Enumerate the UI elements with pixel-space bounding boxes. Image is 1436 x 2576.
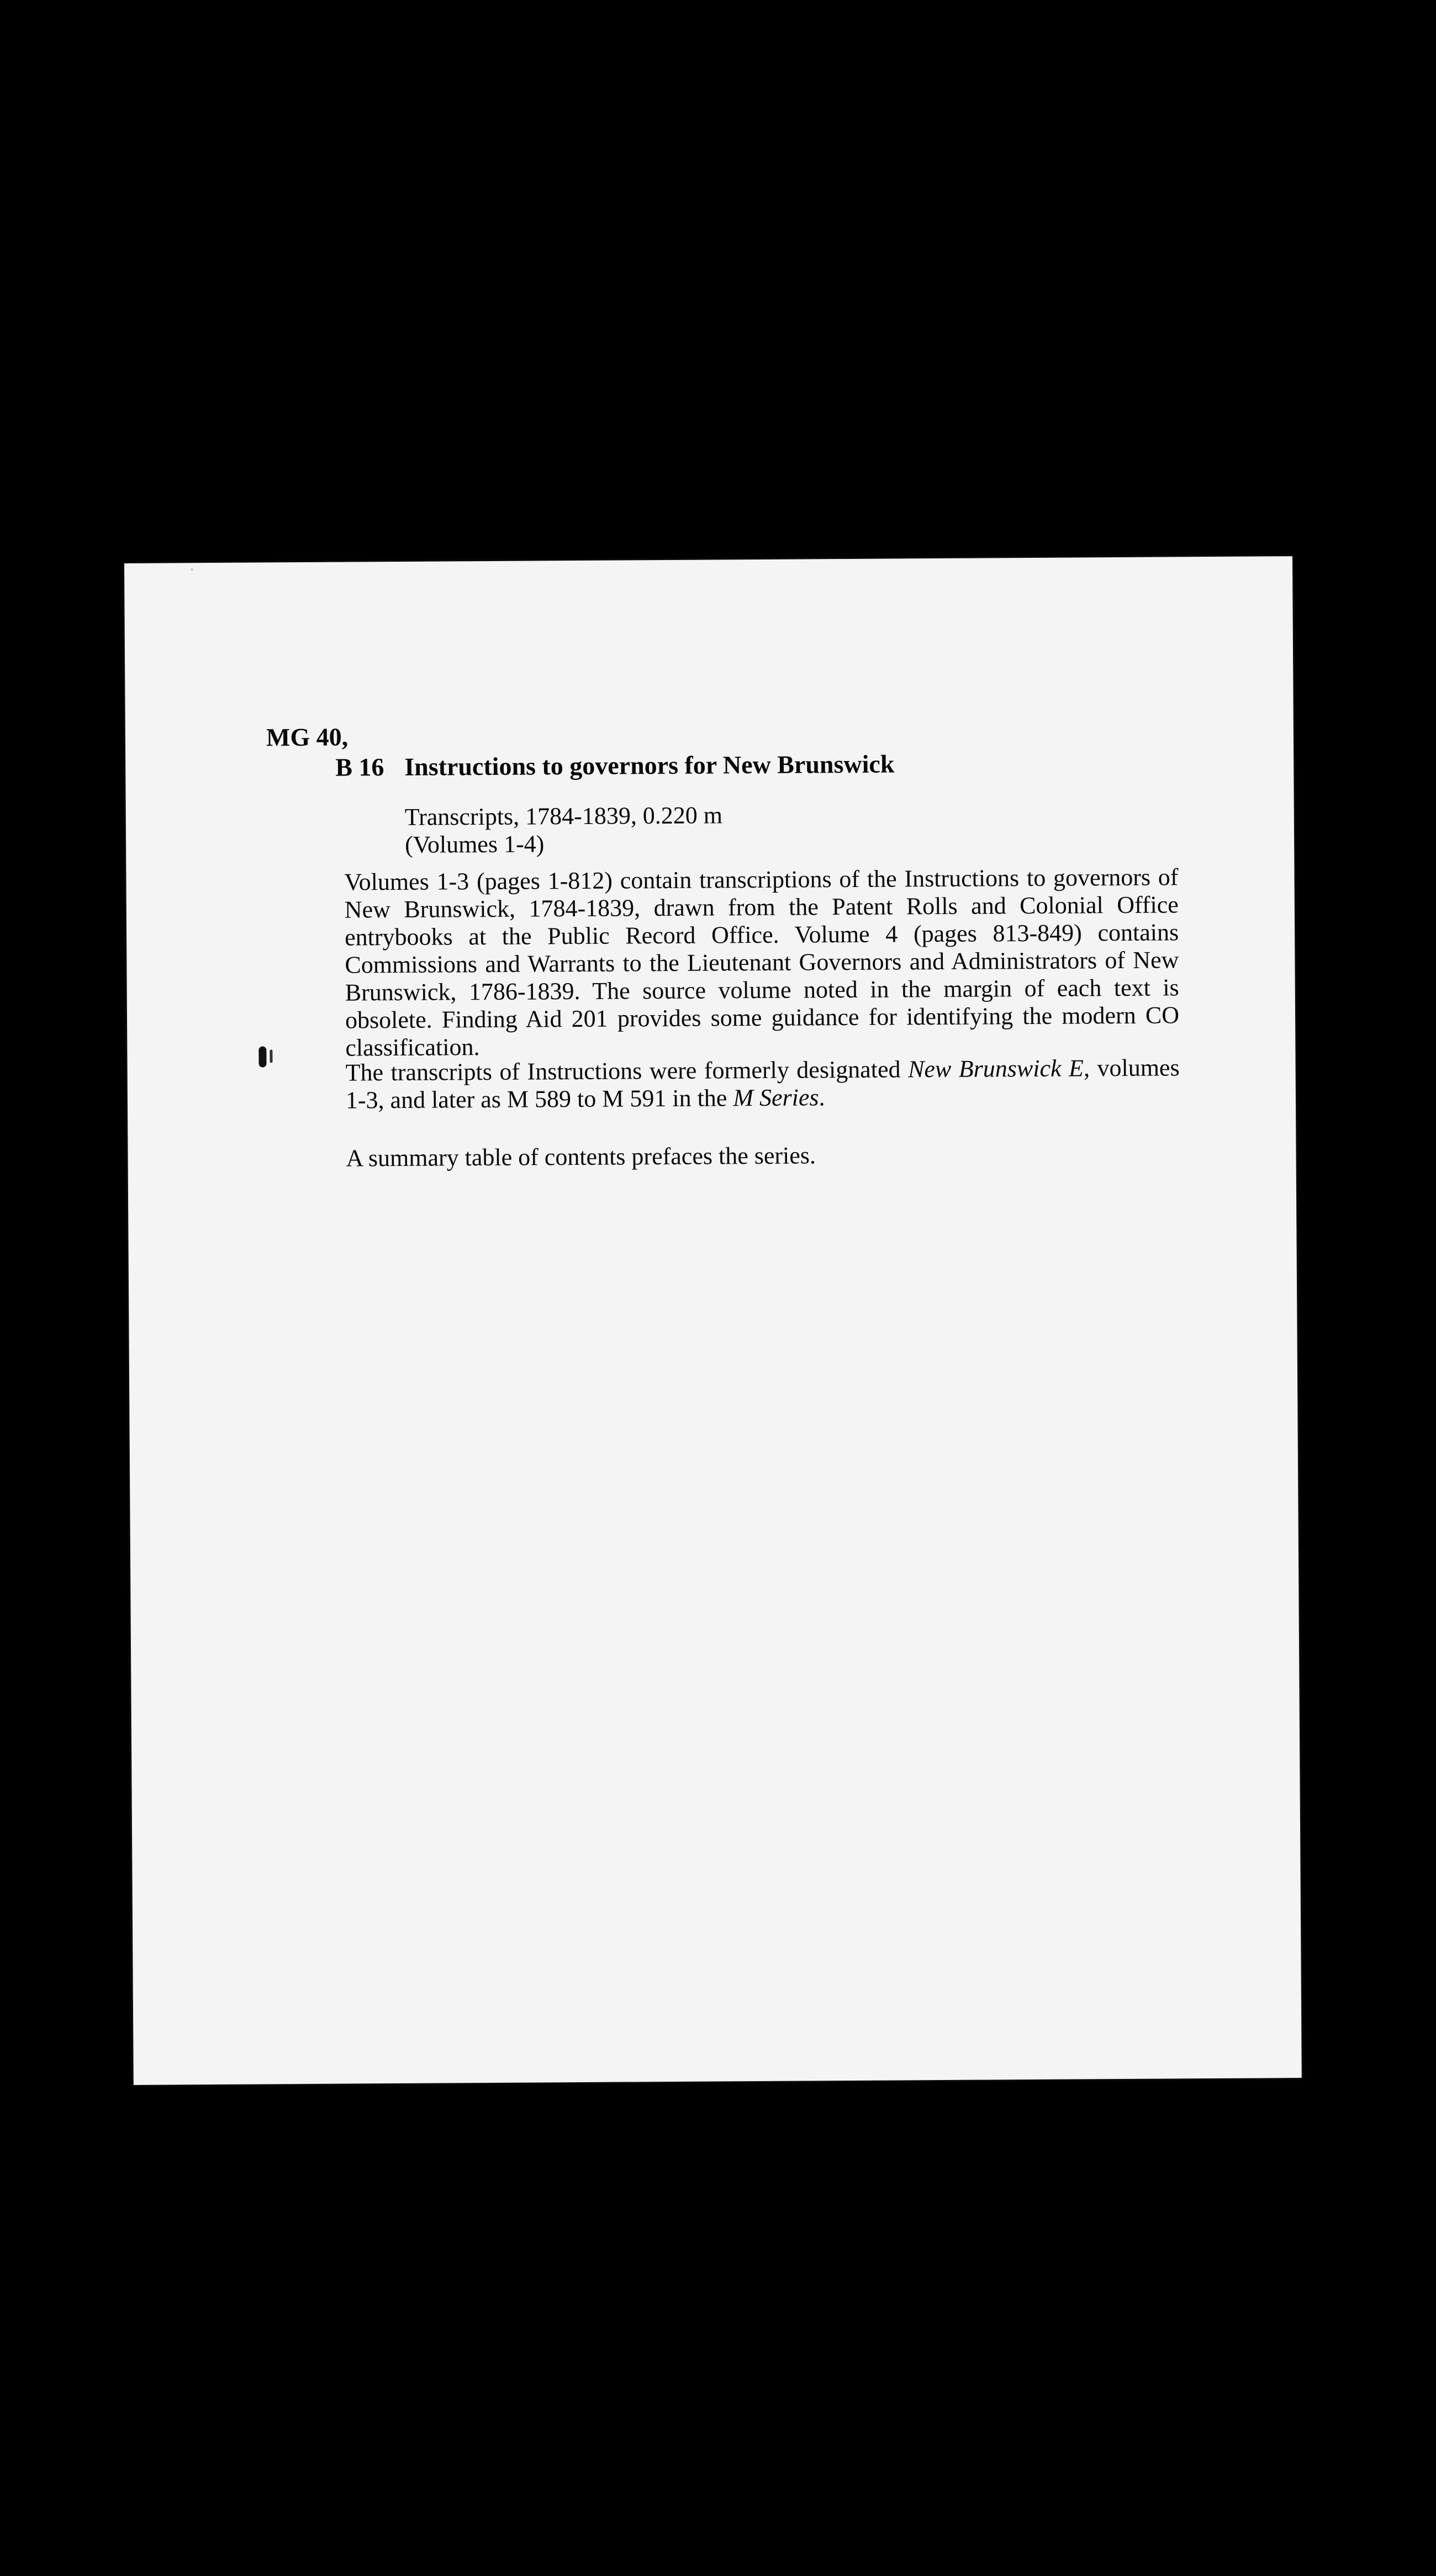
description-paragraph-1: Volumes 1-3 (pages 1-812) contain transcriptions of the Instructions to governors of New Brunswick, 1784-1839, drawn from the Patent Rolls and Colonial Office entrybooks at the Public Record Office. Volume 4 (pages 813-849) contains Commissions and Warrants to the Lieutenant Governors and Administrators of New Brunswick, 1786-1839. The source volume noted in the margin of each text is obsolete. Finding Aid 201 provides some guidance for identifying the modern CO classification. [344, 863, 1180, 1062]
document-page [124, 556, 1302, 2085]
collection-label: MG 40, [266, 722, 349, 752]
paper-speck [191, 568, 193, 571]
extent-block [405, 801, 723, 859]
series-title: Instructions to governors for New Brunswick [404, 749, 895, 781]
paragraph-2-text-3: . [819, 1084, 825, 1111]
extent-line-1: Transcripts, 1784-1839, 0.220 m [404, 801, 723, 831]
series-code: B 16 [335, 753, 384, 782]
paragraph-2-text-1: The transcripts of Instructions were formerly designated [345, 1055, 909, 1086]
margin-mark-2 [270, 1049, 272, 1063]
paragraph-2-italic-1: New Brunswick E [907, 1054, 1084, 1083]
paragraph-2-italic-2: M Series [733, 1084, 819, 1112]
margin-mark [258, 1046, 266, 1067]
paragraph-2-text-2: , volumes 1-3, and later as M 589 to M 591 in the [345, 1054, 1180, 1114]
description-paragraph-2 [345, 1054, 1180, 1114]
extent-line-2: (Volumes 1-4) [404, 830, 545, 858]
description-paragraph-3: A summary table of contents prefaces the series. [346, 1142, 816, 1172]
